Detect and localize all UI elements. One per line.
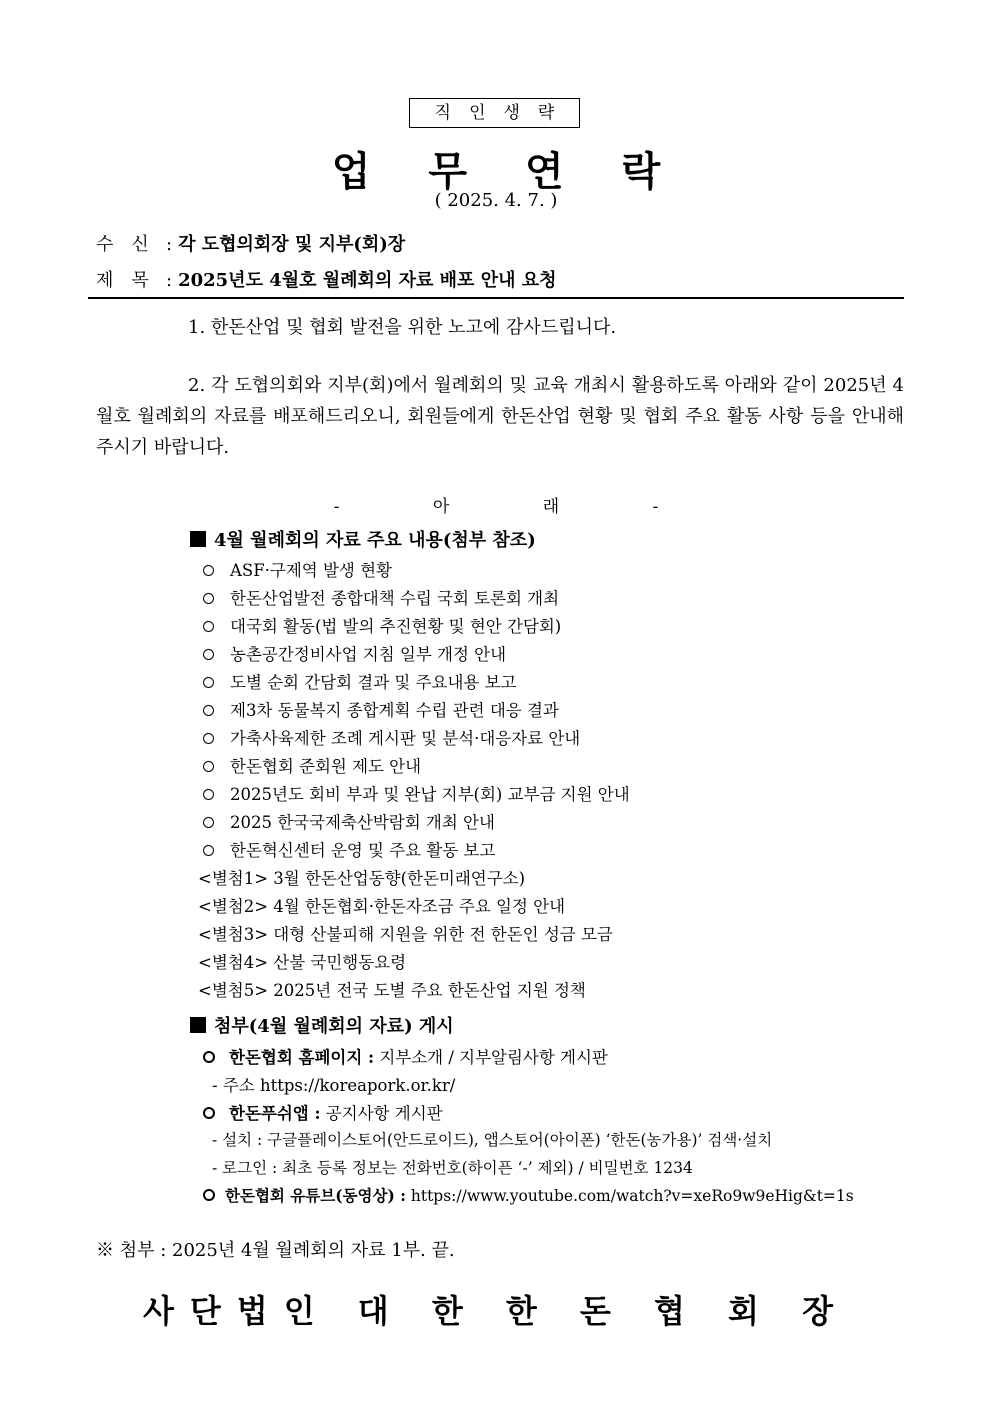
arae-heading: - 아 래 - (333, 497, 703, 517)
app-label: 한돈푸쉬앱 : (229, 1104, 321, 1123)
list-item-text: 가축사육제한 조례 게시판 및 분석·대응자료 안내 (230, 729, 581, 748)
list-item (203, 697, 559, 721)
circle-bullet-icon (203, 1189, 215, 1201)
list-item (203, 753, 421, 777)
subject-label: 제목 (96, 270, 167, 291)
recipient-row: 수신: 각 도협의회장 및 지부(회)장 (96, 230, 405, 256)
subject-row: 제목: 2025년도 4월호 월례회의 자료 배포 안내 요청 (96, 266, 557, 292)
circle-bullet-icon (203, 1107, 215, 1119)
list-item (203, 613, 561, 637)
list-item-text: ASF·구제역 발생 현황 (230, 561, 392, 580)
homepage-label: 한돈협회 홈페이지 : (229, 1048, 375, 1067)
list-item (203, 725, 580, 749)
attachment-item: <별첨1> 3월 한돈산업동향(한돈미래연구소) (198, 869, 526, 888)
youtube-link[interactable]: https://www.youtube.com/watch?v=xeRo9w9eHig&t=1s (410, 1187, 854, 1205)
app-login: - 로그인 : 최초 등록 정보는 전화번호(하이픈 ‘-’ 제외) / 비밀번호 1234 (212, 1159, 693, 1177)
list-item-text: 한돈혁신센터 운영 및 주요 활동 보고 (230, 841, 496, 860)
homepage-row (203, 1044, 608, 1068)
attachment-item: <별첨3> 대형 산불피해 지원을 위한 전 한돈인 성금 모금 (198, 925, 613, 944)
section2-heading (190, 1012, 454, 1038)
homepage-value: 지부소개 / 지부알림사항 게시판 (379, 1048, 608, 1067)
circle-bullet-icon (203, 789, 214, 800)
circle-bullet-icon (203, 817, 214, 828)
list-item-text: 대국회 활동(법 발의 추진현황 및 현안 간담회) (230, 617, 562, 636)
circle-bullet-icon (203, 845, 214, 856)
circle-bullet-icon (203, 1051, 215, 1063)
document-title: 업무연락 (331, 148, 719, 195)
list-item-text: 제3차 동물복지 종합계획 수립 관련 대응 결과 (230, 701, 559, 720)
circle-bullet-icon (203, 593, 214, 604)
document-date: ( 2025. 4. 7. ) (434, 190, 558, 211)
homepage-address: - 주소 https://koreapork.or.kr/ (212, 1076, 456, 1095)
section2-heading-text: 첨부(4월 월례회의 자료) 게시 (214, 1016, 454, 1037)
youtube-label: 한돈협회 유튜브(동영상) : (225, 1186, 406, 1205)
black-square-icon (190, 1017, 206, 1033)
circle-bullet-icon (203, 733, 214, 744)
recipient-label: 수신 (96, 234, 167, 255)
paragraph-2: 2. 각 도협의회와 지부(회)에서 월례회의 및 교육 개최시 활용하도록 아래와 같이 2025년 4월호 월례회의 자료를 배포해드리오니, 회원들에게 한돈산업 현황 및 협회 주요 활동 사항 등을 안내해 주시기 바랍니다. (96, 375, 904, 458)
list-item (203, 837, 495, 861)
attachment-item: <별첨2> 4월 한돈협회·한돈자조금 주요 일정 안내 (198, 897, 566, 916)
recipient-value: 각 도협의회장 및 지부(회)장 (178, 234, 406, 255)
section1-heading (190, 526, 536, 552)
app-value: 공지사항 게시판 (325, 1104, 443, 1123)
black-square-icon (190, 531, 206, 547)
list-item-text: 2025년도 회비 부과 및 완납 지부(회) 교부금 지원 안내 (230, 785, 630, 804)
app-install: - 설치 : 구글플레이스토어(안드로이드), 앱스토어(아이폰) ‘한돈(농가용)’ 검색·설치 (212, 1131, 773, 1149)
paragraph-1: 1. 한돈산업 및 협회 발전을 위한 노고에 감사드립니다. (188, 317, 617, 338)
list-item (203, 641, 506, 665)
attachment-item: <별첨5> 2025년 전국 도별 주요 한돈산업 지원 정책 (198, 981, 586, 1000)
circle-bullet-icon (203, 621, 214, 632)
list-item (203, 557, 392, 581)
circle-bullet-icon (203, 705, 214, 716)
header-divider (88, 297, 904, 299)
list-item-text: 농촌공간정비사업 지침 일부 개정 안내 (230, 645, 507, 664)
attachment-footnote: ※ 첨부 : 2025년 4월 월례회의 자료 1부. 끝. (96, 1240, 455, 1261)
list-item-text: 한돈산업발전 종합대책 수립 국회 토론회 개최 (230, 589, 560, 608)
list-item (203, 585, 559, 609)
subject-value: 2025년도 4월호 월례회의 자료 배포 안내 요청 (178, 270, 557, 291)
list-item-text: 도별 순회 간담회 결과 및 주요내용 보고 (230, 673, 517, 692)
list-item (203, 669, 517, 693)
section1-heading-text: 4월 월례회의 자료 주요 내용(첨부 참조) (214, 530, 536, 551)
circle-bullet-icon (203, 565, 214, 576)
app-row (203, 1100, 443, 1124)
list-item (203, 781, 630, 805)
list-item-text: 한돈협회 준회원 제도 안내 (230, 757, 422, 776)
signature: 사단법인 대 한 한 돈 협 회 장 (142, 1292, 850, 1330)
circle-bullet-icon (203, 677, 214, 688)
circle-bullet-icon (203, 649, 214, 660)
list-item-text: 2025 한국국제축산박람회 개최 안내 (230, 813, 495, 832)
list-item (203, 809, 495, 833)
seal-omitted-stamp: 직인생략 (409, 98, 580, 128)
attachment-item: <별첨4> 산불 국민행동요령 (198, 953, 407, 972)
circle-bullet-icon (203, 761, 214, 772)
youtube-row (203, 1184, 854, 1206)
